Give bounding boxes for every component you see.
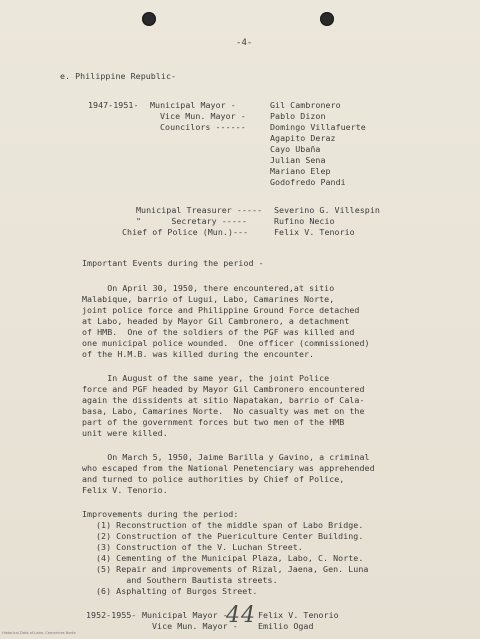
list-item: (3) Construction of the V. Luchan Street. bbox=[96, 542, 303, 552]
important-events-heading: Important Events during the period - bbox=[82, 258, 264, 268]
official-role: Councilors ------ bbox=[160, 122, 246, 132]
official-role: Municipal Mayor - bbox=[142, 610, 228, 620]
list-item: (2) Construction of the Puericulture Center Building. bbox=[96, 531, 364, 541]
list-item: (1) Reconstruction of the middle span of Labo Bridge. bbox=[96, 520, 364, 530]
text-line: In August of the same year, the joint Police bbox=[82, 373, 330, 383]
official-name: Cayo Ubaña bbox=[270, 144, 321, 154]
official-name: Agapito Deraz bbox=[270, 133, 336, 143]
text-line: Malabique, barrio of Lugui, Labo, Camarines Norte, bbox=[82, 294, 335, 304]
section-heading: e. Philippine Republic- bbox=[60, 71, 177, 81]
text-line: again the dissidents at sitio Napatakan, barrio of Cala- bbox=[82, 395, 365, 405]
punch-hole-left bbox=[142, 12, 156, 26]
text-line: joint police force and Philippine Ground Force detached bbox=[82, 305, 360, 315]
text-line: part of the government forces but two men of the HMB bbox=[82, 417, 345, 427]
list-item: (6) Asphalting of Burgos Street. bbox=[96, 586, 258, 596]
official-name: Felix V. Tenorio bbox=[258, 610, 339, 620]
text-line: Felix V. Tenorio. bbox=[82, 485, 168, 495]
list-item: (5) Repair and improvements of Rizal, Jaena, Gen. Luna bbox=[96, 564, 369, 574]
text-line: basa, Labo, Camarines Norte. No casualty was met on the bbox=[82, 406, 365, 416]
period-1947: 1947-1951- bbox=[88, 100, 139, 110]
text-line: at Labo, headed by Mayor Gil Cambronero, a detachment bbox=[82, 316, 350, 326]
text-line: unit were killed. bbox=[82, 428, 168, 438]
official-name: Rufino Necio bbox=[274, 216, 335, 226]
list-item: and Southern Bautista streets. bbox=[96, 575, 278, 585]
official-role: Vice Mun. Mayor - bbox=[160, 111, 246, 121]
official-role: Chief of Police (Mun.)--- bbox=[122, 227, 249, 237]
handwritten-page-mark: 44 bbox=[226, 603, 256, 628]
official-name: Emilio Ogad bbox=[258, 621, 314, 631]
official-name: Mariano Elep bbox=[270, 166, 331, 176]
text-line: force and PGF headed by Mayor Gil Cambronero encountered bbox=[82, 384, 365, 394]
punch-hole-right bbox=[320, 12, 334, 26]
text-line: of HMB. One of the soldiers of the PGF was killed and bbox=[82, 327, 355, 337]
official-name: Godofredo Pandi bbox=[270, 177, 346, 187]
footer-caption: Historical Data of Labo, Camarines Norte bbox=[2, 631, 76, 635]
official-role: Municipal Treasurer ----- bbox=[136, 205, 263, 215]
official-name: Severino G. Villespin bbox=[274, 205, 380, 215]
official-role: Vice Mun. Mayor - bbox=[152, 621, 238, 631]
official-name: Gil Cambronero bbox=[270, 100, 341, 110]
official-name: Domingo Villafuerte bbox=[270, 122, 366, 132]
official-name: Julian Sena bbox=[270, 155, 326, 165]
official-role: " Secretary ----- bbox=[136, 216, 247, 226]
official-role: Municipal Mayor - bbox=[150, 100, 236, 110]
list-item: (4) Cementing of the Municipal Plaza, Labo, C. Norte. bbox=[96, 553, 364, 563]
text-line: who escaped from the National Penetenciary was apprehended bbox=[82, 463, 375, 473]
text-line: one municipal police wounded. One officer (commissioned) bbox=[82, 338, 370, 348]
text-line: On April 30, 1950, there encountered,at sitio bbox=[82, 283, 335, 293]
period-1952: 1952-1955- bbox=[86, 610, 137, 620]
page-number: -4- bbox=[236, 38, 253, 48]
text-line: of the H.M.B. was killed during the encounter. bbox=[82, 349, 315, 359]
text-line: and turned to police authorities by Chief of Police, bbox=[82, 474, 345, 484]
official-name: Pablo Dizon bbox=[270, 111, 326, 121]
text-line: On March 5, 1950, Jaime Barilla y Gavino, a criminal bbox=[82, 452, 370, 462]
improvements-heading: Improvements during the period: bbox=[82, 509, 239, 519]
official-name: Felix V. Tenorio bbox=[274, 227, 355, 237]
